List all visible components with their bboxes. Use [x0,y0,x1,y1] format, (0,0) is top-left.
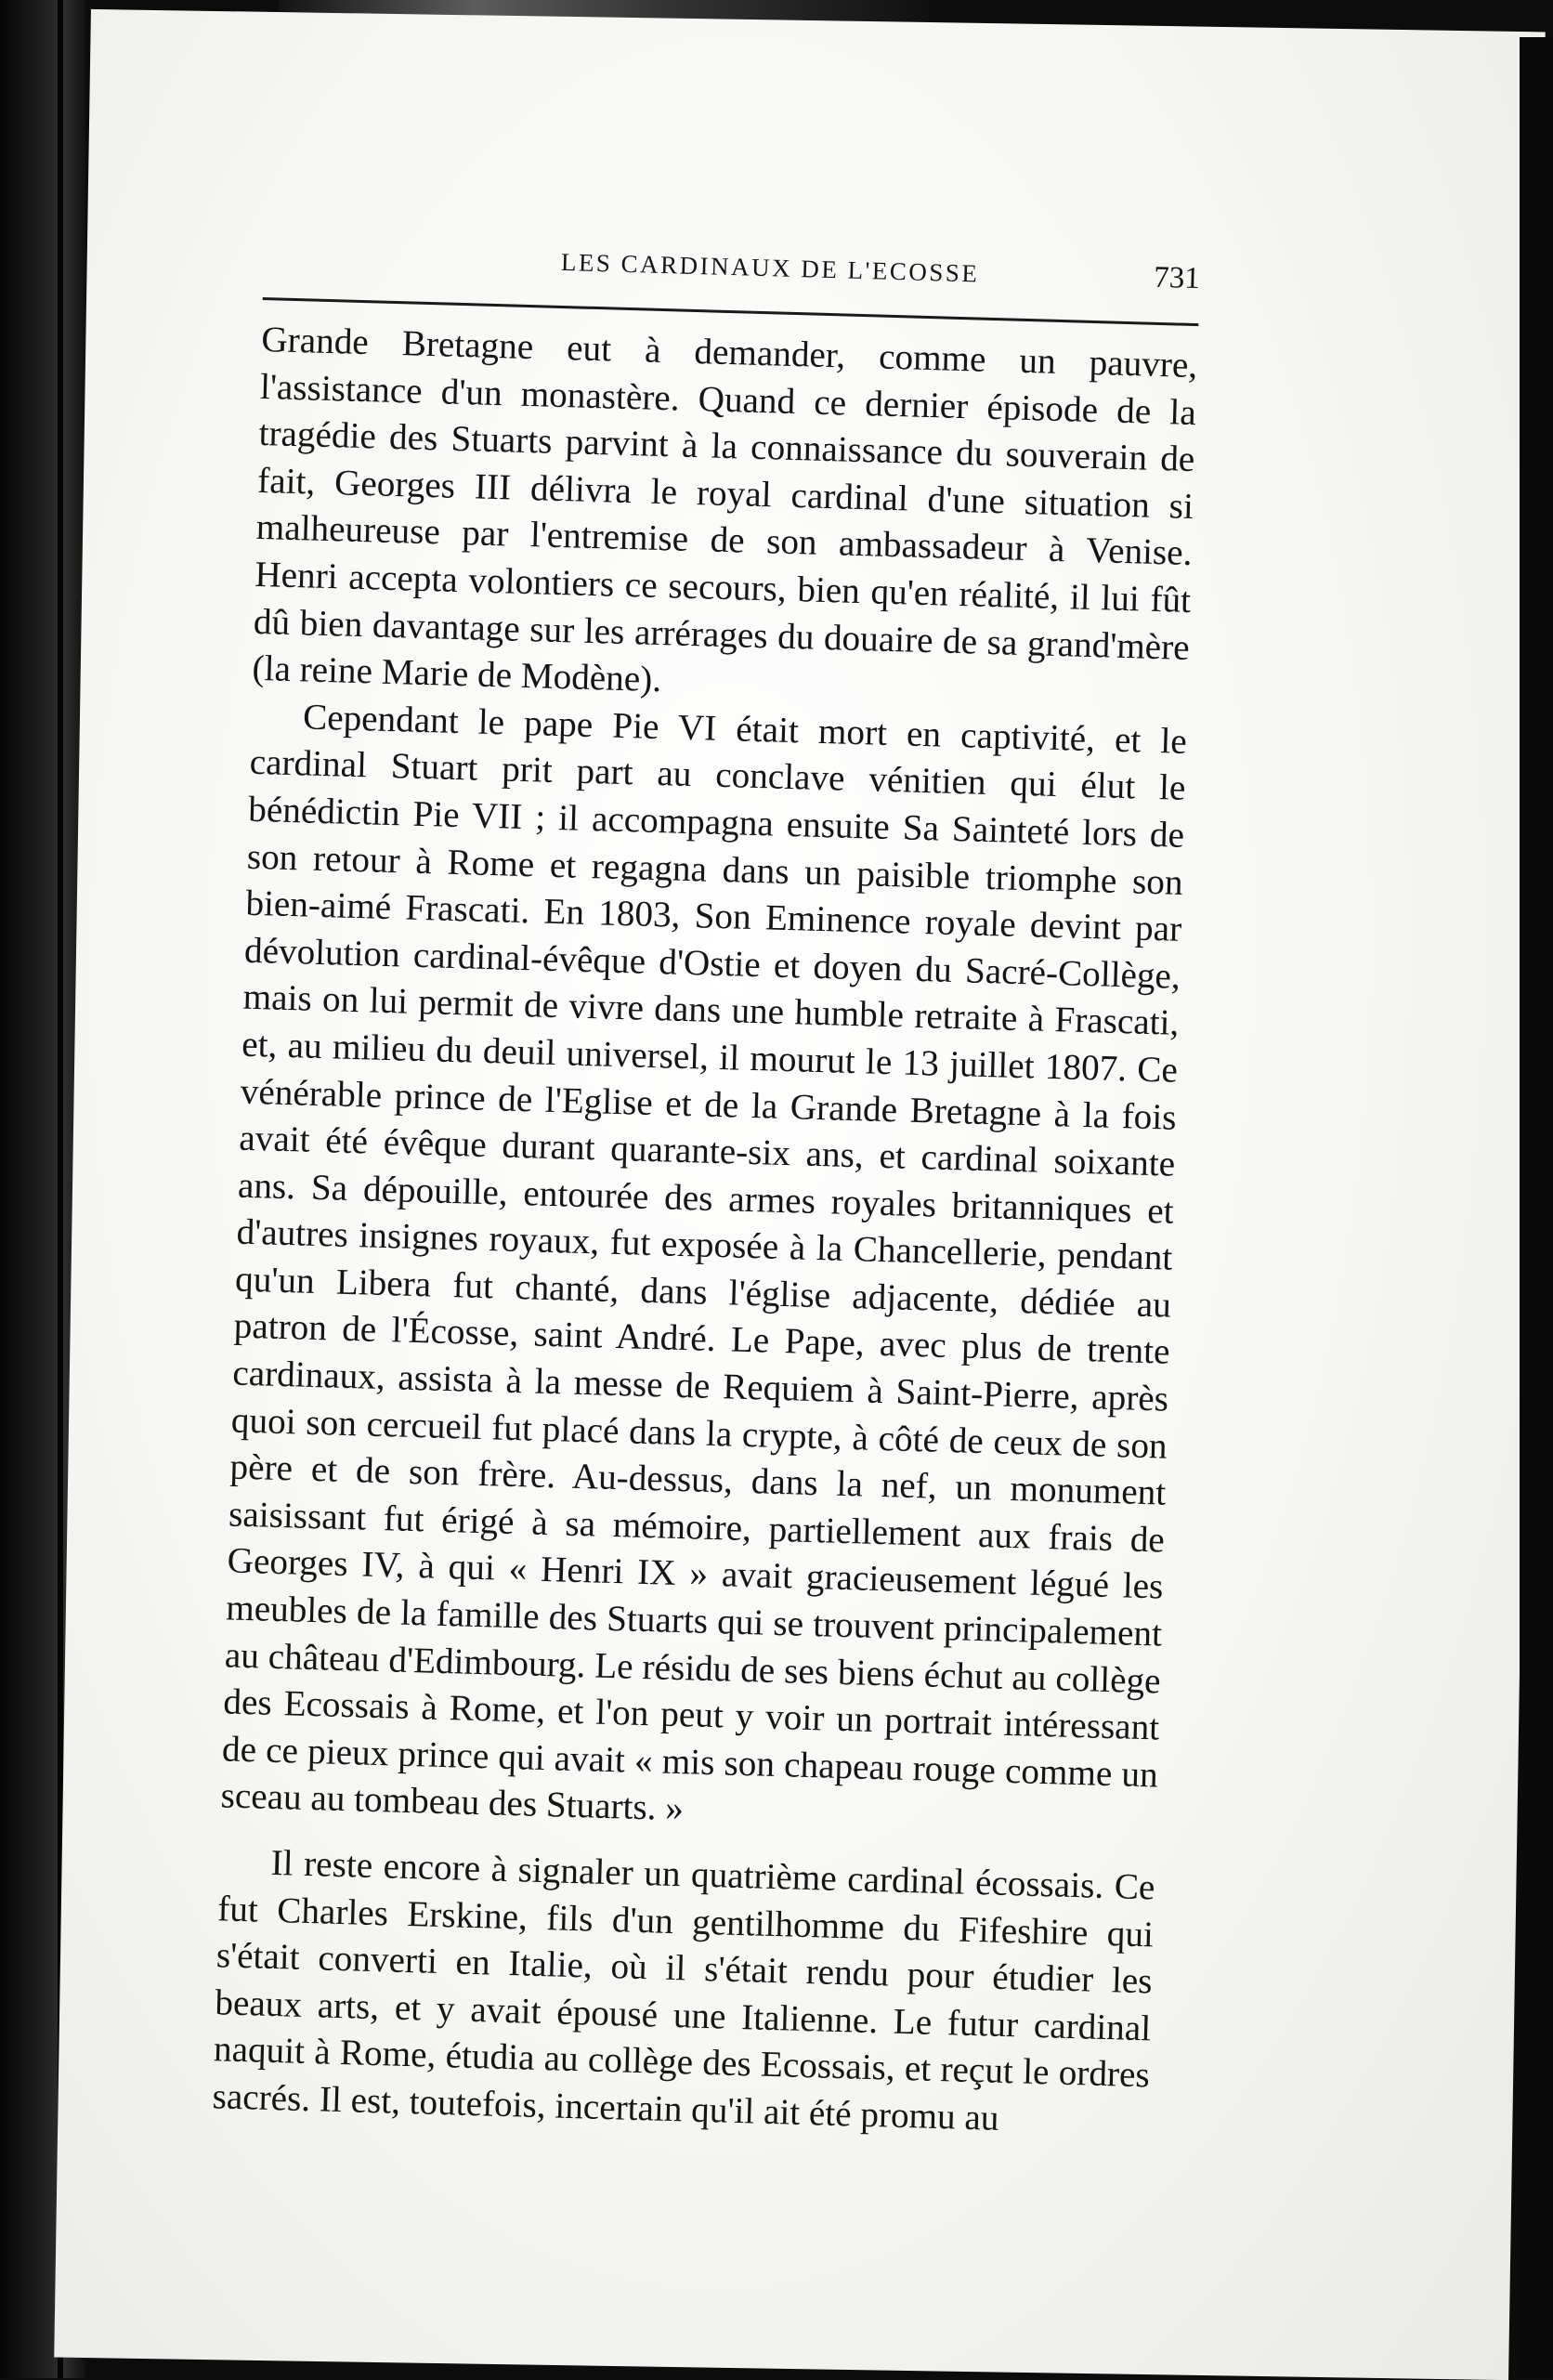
page-content [212,223,1201,2147]
page-number: 731 [1153,260,1201,296]
paragraph-3: Il reste encore à signaler un quatrième cardinal écossais. Ce fut Charles Erskine, fils d'un gentilhomme du Fifeshire qui s'était converti en Italie, où il s'était rendu pour étudier les beaux arts, et y avait épousé une Italienne. Le futur cardinal naquit à Rome, étudia au collège des Ecossais, et reçut le ordres sacrés. Il est, toutefois, incertain qu'il ait été promu au [212,1842,1155,2138]
background-edge [1520,37,1553,2378]
paragraph-1: Grande Bretagne eut à demander, comme un pauvre, l'assistance d'un monastère. Quand ce dernier épisode de la tragédie des Stuarts parvint à la connaissance du souverain de fait, Georges III délivra le royal cardinal d'une situation si malheureuse par l'entremise de son ambassadeur à Venise. Henri accepta volontiers ce secours, bien qu'en réalité, il lui fût dû bien davantage sur les arrérages du douaire de sa grand'mère (la reine Marie de Modène). [252,319,1198,700]
running-title: LES CARDINAUX DE L'ECOSSE [560,247,980,288]
paragraph-2: Cependant le pape Pie VI était mort en captivité, et le cardinal Stuart prit part au conclave vénitien qui élut le bénédictin Pie VII ; il accompagna ensuite Sa Sainteté lors de son retour à Rome et regagna dans un paisible triomphe son bien-aimé Frascati. En 1803, Son Eminence royale devint par dévolution cardinal-évêque d'Ostie et doyen du Sacré-Collège, mais on lui permit de vivre dans une humble retraite à Frascati, et, au milieu du deuil universel, il mourut le 13 juillet 1807. Ce vénérable prince de l'Eglise et de la Grande Bretagne à la fois avait été évêque durant quarante-six ans, et cardinal soixante ans. Sa dépouille, entourée des armes royales britanniques et d'autres insignes royaux, fut exposée à la Chancellerie, pendant qu'un Libera fut chanté, dans l'église adjacente, dédiée au patron de l'Écosse, saint André. Le Pape, avec plus de trente cardinaux, assista à la messe de Requiem à Saint-Pierre, après quoi son cercueil fut placé dans la crypte, à côté de ceux de son père et de son frère. Au-dessus, dans la nef, un monument saisissant fut érigé à sa mémoire, partiellement aux frais de Georges IV, à qui « Henri IX » avait gracieusement légué les meubles de la famille des Stuarts qui se trouvent principalement au château d'Edimbourg. Le résidu de ses biens échut au collège des Ecossais à Rome, et l'on peut y voir un portrait intéressant de ce pieux prince qui avait « mis son chapeau rouge comme un sceau au tombeau des Stuarts. » [220,697,1188,1829]
